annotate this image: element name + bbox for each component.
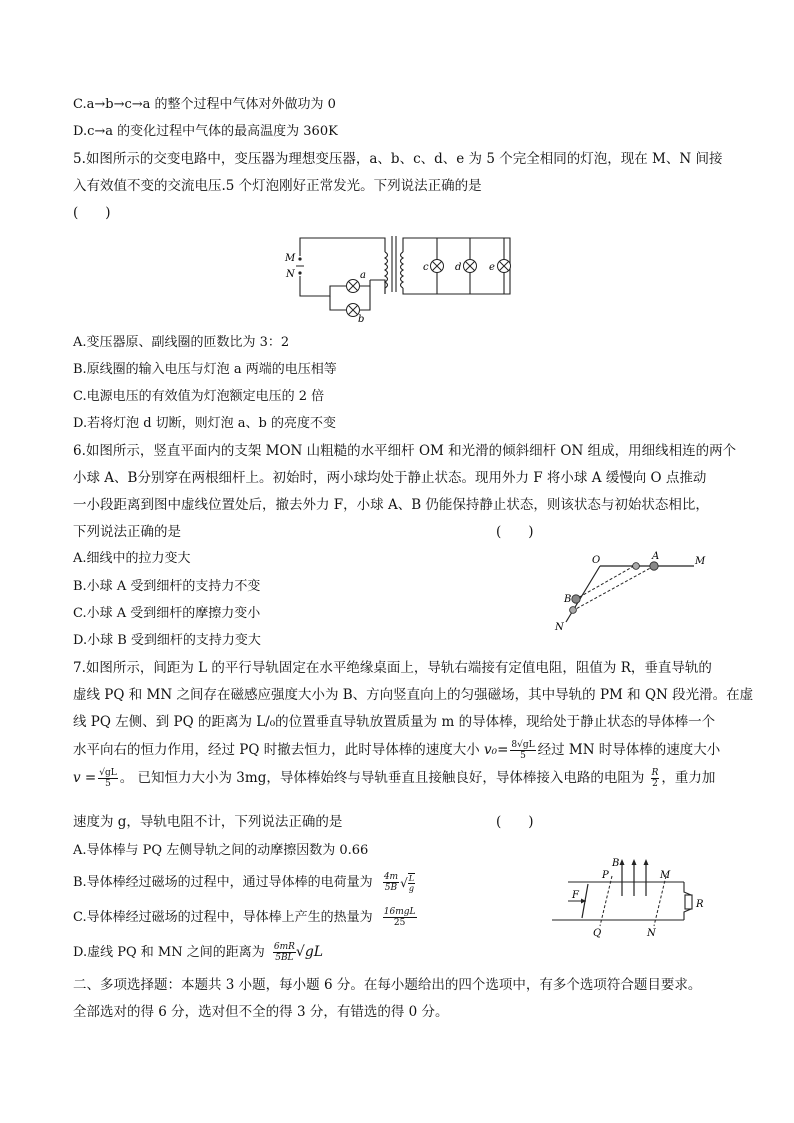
q6-stem-line-1: 6.如图所示，竖直平面内的支架 MON 山粗糙的水平细杆 OM 和光滑的倾斜细杆 ON 组成，用细线相连的两个 — [73, 443, 737, 459]
q6-label-B: B — [564, 594, 572, 605]
q5-option-b: B.原线圈的输入电压与灯泡 a 两端的电压相等 — [73, 362, 337, 377]
q7-stem-line-4 — [73, 740, 720, 761]
q7-stem-line-2: 虚线 PQ 和 MN 之间存在磁感应强度大小为 B、方向竖直向上的匀强磁场，其中导轨的 PM 和 QN 段光滑。在虚 — [73, 687, 754, 703]
q7-label-Q: Q — [593, 928, 602, 939]
q6-ball-B — [572, 595, 580, 603]
q7-stem-line-3: 线 PQ 左侧、到 PQ 的距离为 L/₀的位置垂直导轨放置质量为 m 的导体棒，现给处于静止状态的导体棒一个 — [73, 714, 716, 730]
section-2-heading-line-2: 全部选对的得 6 分，选对但不全的得 3 分，有错选的得 0 分。 — [73, 1004, 449, 1020]
q7-stem-line-6: 速度为 g，导轨电阻不计，下列说法正确的是 — [73, 814, 343, 830]
q7-v0-fraction: $\frac{8√gL}{5}$ — [511, 740, 535, 761]
q6-support-figure — [552, 548, 722, 634]
q5-lamp-e — [498, 260, 511, 273]
q7-option-d-fraction: $\frac{6mR}{5BL}$ — [273, 942, 295, 963]
q5-label-N: N — [286, 269, 295, 280]
q7-stem-line-1: 7.如图所示，间距为 L 的平行导轨固定在水平绝缘桌面上，导轨右端接有定值电阻，阻值为 R，垂直导轨的 — [73, 660, 712, 676]
q7-option-b: B.导体棒经过磁场的过程中，通过导体棒的电荷量为 $\frac{4m}{5B}$ √ $\frac{L}{g}$ — [73, 872, 415, 893]
q6-label-O: O — [592, 555, 601, 566]
q7-v0-symbol: v₀= — [484, 742, 509, 758]
q7-v-symbol: v = — [73, 770, 97, 786]
q7-answer-paren: ( ) — [496, 814, 534, 830]
q5-label-e: e — [489, 262, 495, 273]
q7-option-d-radical: √gL — [295, 944, 324, 960]
q7-label-B: B — [612, 858, 620, 869]
q5-lamp-a — [347, 280, 360, 293]
q6-option-d: D.小球 B 受到细杆的支持力变大 — [73, 633, 261, 648]
section-2-heading-line-1: 二、多项选择题：本题共 3 小题，每小题 6 分。在每小题给出的四个选项中，有多个选项符合题目要求。 — [73, 977, 702, 993]
q7-option-b-radical: $\frac{L}{g}$ — [408, 873, 415, 893]
q5-label-a: a — [360, 270, 366, 281]
q5-answer-paren: ( ) — [73, 205, 111, 221]
q7-stem-line-5-tail: ，重力加 — [661, 770, 716, 786]
q6-label-N: N — [555, 622, 564, 633]
q7-option-c-fraction: 16mgL 25 — [383, 907, 416, 928]
q6-answer-paren: ( ) — [496, 524, 534, 540]
q6-option-a: A.细线中的拉力变大 — [73, 551, 191, 566]
q7-option-c: C.导体棒经过磁场的过程中，导体棒上产生的热量为 16mgL 25 — [73, 907, 416, 928]
q7-stem-line-5 — [73, 768, 715, 789]
q6-label-A: A — [652, 551, 660, 562]
q7-option-a: A.导体棒与 PQ 左侧导轨之间的动摩擦因数为 0.66 — [73, 843, 369, 858]
q7-r-fraction: $\frac{R}{2}$ — [651, 768, 659, 789]
q5-option-c: C.电源电压的有效值为灯泡额定电压的 2 倍 — [73, 389, 325, 404]
q4-option-d: D.c→a 的变化过程中气体的最高温度为 360K — [73, 124, 338, 139]
q7-stem-line-4-text: 水平向右的恒力作用，经过 PQ 时撤去恒力，此时导体棒的速度大小 — [73, 742, 485, 758]
q7-v-fraction: $\frac{√gL}{5}$ — [99, 768, 117, 789]
q5-circuit-figure — [282, 232, 522, 324]
q7-option-d: D.虚线 PQ 和 MN 之间的距离为 $\frac{6mR}{5BL}$ √gL — [73, 942, 324, 963]
q5-stem-line-1: 5.如图所示的交变电路中，变压器为理想变压器，a、b、c、d、e 为 5 个完全相同的灯泡，现在 M、N 间接 — [73, 151, 723, 167]
q7-label-M: M — [660, 870, 671, 881]
q6-label-M: M — [695, 556, 706, 567]
q4-option-c: C.a→b→c→a 的整个过程中气体对外做功为 0 — [73, 97, 336, 112]
q5-lamp-d — [464, 260, 477, 273]
q6-option-c: C.小球 A 受到细杆的摩擦力变小 — [73, 606, 261, 621]
q7-label-R: R — [696, 899, 704, 910]
q7-label-F: F — [572, 890, 579, 901]
q7-option-b-fraction: $\frac{4m}{5B}$ — [383, 872, 399, 893]
q7-label-P: P — [602, 870, 609, 881]
q7-stem-line-4-tail: 经过 MN 时导体棒的速度大小 — [537, 742, 721, 758]
q5-option-a: A.变压器原、副线圈的匝数比为 3：2 — [73, 335, 290, 350]
q6-stem-line-2: 小球 A、B分别穿在两根细杆上。初始时，两小球均处于静止状态。现用外力 F 将小球 A 缓慢向 O 点推动 — [73, 470, 707, 486]
q6-option-b: B.小球 A 受到细杆的支持力不变 — [73, 579, 261, 594]
q5-label-b: b — [358, 314, 365, 324]
q5-lamp-c — [431, 260, 444, 273]
q5-stem-line-2: 入有效值不变的交流电压.5 个灯泡刚好正常发光。下列说法正确的是 — [73, 178, 482, 194]
q7-stem-line-5-text: 。 已知恒力大小为 3mg，导体棒始终与导轨垂直且接触良好，导体棒接入电路的电阻为 — [119, 770, 649, 786]
q7-label-N: N — [647, 928, 656, 939]
q7-rail-figure — [550, 856, 710, 942]
q5-label-d: d — [455, 262, 462, 273]
q6-stem-line-4: 下列说法正确的是 — [73, 524, 181, 540]
q5-option-d: D.若将灯泡 d 切断，则灯泡 a、b 的亮度不变 — [73, 416, 337, 431]
q5-label-M: M — [285, 253, 296, 264]
q6-stem-line-3: 一小段距离到图中虚线位置处后，撤去外力 F，小球 A、B 仍能保持静止状态，则该状态与初始状态相比， — [73, 497, 709, 513]
q5-label-c: c — [423, 262, 429, 273]
q6-ball-A — [650, 562, 658, 570]
